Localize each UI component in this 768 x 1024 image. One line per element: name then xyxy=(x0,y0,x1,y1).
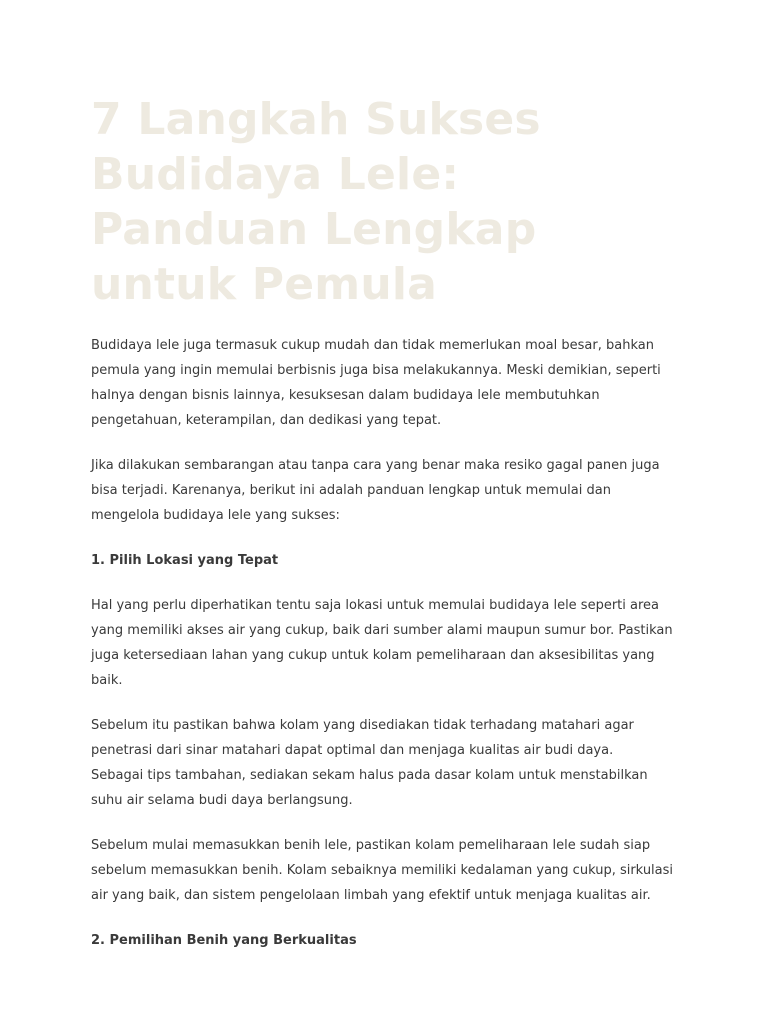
section-heading-location: 1. Pilih Lokasi yang Tepat xyxy=(91,553,279,568)
paragraph-location: Hal yang perlu diperhatikan tentu saja lokasi untuk memulai budidaya lele seperti area yang memiliki akses air yang cukup, baik dari sumber alami maupun sumur bor. Pastikan juga ketersediaan lahan yang cukup untuk kolam pemeliharaan dan aksesibilitas yang baik. xyxy=(91,598,673,688)
paragraph-sunlight: Sebelum itu pastikan bahwa kolam yang disediakan tidak terhadang matahari agar penetrasi dari sinar matahari dapat optimal dan menjaga kualitas air budi daya. Sebagai tips tambahan, sediakan sekam halus pada dasar kolam untuk menstabilkan suhu air selama budi daya berlangsung. xyxy=(91,718,648,808)
article-title: 7 Langkah Sukses Budidaya Lele: Panduan Lengkap untuk Pemula xyxy=(91,94,541,310)
document-page xyxy=(91,92,691,953)
paragraph-pond-prep: Sebelum mulai memasukkan benih lele, pastikan kolam pemeliharaan lele sudah siap sebelum memasukkan benih. Kolam sebaiknya memiliki kedalaman yang cukup, sirkulasi air yang baik, dan sistem pengelolaan limbah yang efektif untuk menjaga kualitas air. xyxy=(91,838,674,903)
paragraph-risk: Jika dilakukan sembarangan atau tanpa cara yang benar maka resiko gagal panen juga bisa terjadi. Karenanya, berikut ini adalah panduan lengkap untuk memulai dan mengelola budidaya lele yang sukses: xyxy=(91,458,660,523)
paragraph-intro: Budidaya lele juga termasuk cukup mudah dan tidak memerlukan moal besar, bahkan pemula yang ingin memulai berbisnis juga bisa melakukannya. Meski demikian, seperti halnya dengan bisnis lainnya, kesuksesan dalam budidaya lele membutuhkan pengetahuan, keterampilan, dan dedikasi yang tepat. xyxy=(91,338,661,428)
section-heading-seed: 2. Pemilihan Benih yang Berkualitas xyxy=(91,933,357,948)
